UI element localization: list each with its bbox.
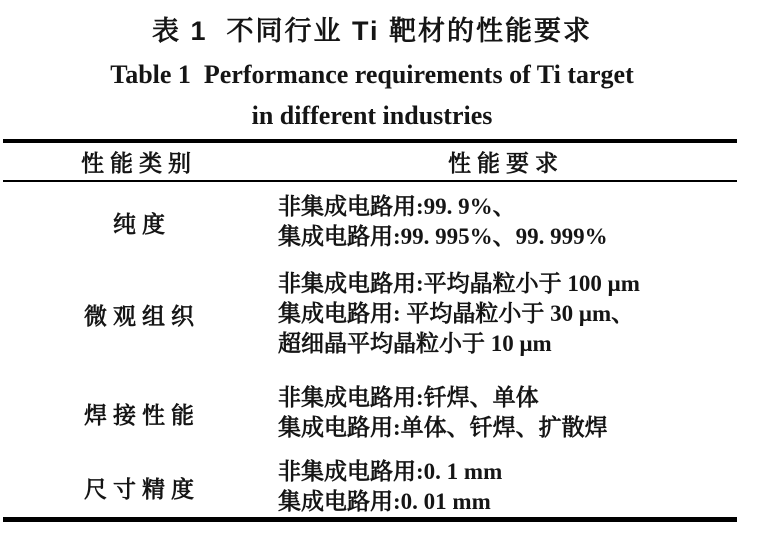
row-category: 微观组织 (84, 302, 200, 329)
requirement-line: 非集成电路用:0. 1 mm (278, 459, 503, 484)
table-header-row (3, 143, 737, 180)
header-cell-requirement: 性能要求 (448, 150, 564, 176)
requirement-line: 非集成电路用:平均晶粒小于 100 μm (278, 271, 640, 296)
requirement-line: 超细晶平均晶粒小于 10 μm (278, 331, 552, 356)
requirement-line: 非集成电路用:钎焊、单体 (278, 385, 539, 410)
row-requirements (275, 192, 737, 252)
table-caption-zh: 表 1 不同行业 Ti 靶材的性能要求 (151, 16, 593, 46)
requirement-line: 集成电路用:单体、钎焊、扩散焊 (278, 415, 608, 440)
table-rule-bottom (3, 517, 737, 522)
row-requirements (275, 269, 737, 359)
performance-table (3, 139, 737, 522)
row-category: 焊接性能 (84, 401, 200, 428)
table-row (3, 359, 737, 443)
header-cell-category: 性能类别 (81, 150, 197, 176)
table-caption-en-line2: in different industries (251, 101, 493, 130)
table-row (3, 182, 737, 252)
table-caption-en-line1: Table 1 Performance requirements of Ti target (110, 60, 634, 89)
requirement-line: 集成电路用:99. 995%、99. 999% (278, 224, 608, 249)
row-requirements (275, 457, 737, 517)
row-category: 尺寸精度 (84, 475, 200, 502)
row-category: 纯度 (113, 210, 171, 237)
requirement-line: 集成电路用:0. 01 mm (278, 489, 491, 514)
requirement-line: 集成电路用: 平均晶粒小于 30 μm、 (278, 301, 635, 326)
table-row (3, 443, 737, 517)
table-row (3, 252, 737, 359)
row-requirements (275, 383, 737, 443)
requirement-line: 非集成电路用:99. 9%、 (278, 194, 516, 219)
